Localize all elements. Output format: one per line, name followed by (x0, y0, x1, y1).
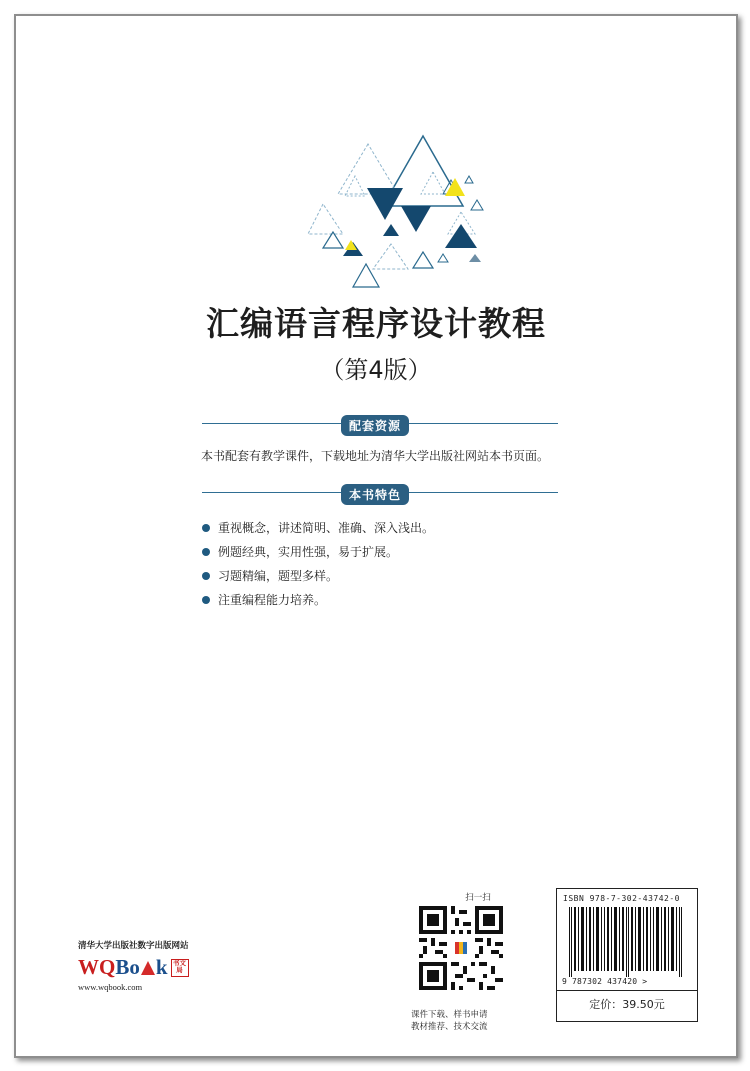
feature-item: 例题经典，实用性强，易于扩展。 (202, 540, 434, 564)
qr-caption: 课件下载、样书申请 教材推荐、技术交流 (411, 1010, 488, 1032)
resources-label: 配套资源 (341, 415, 409, 436)
isbn-barcode (556, 888, 698, 1022)
bullet-icon (202, 524, 210, 532)
publisher-block (78, 939, 208, 992)
resources-text: 本书配套有教学课件，下载地址为清华大学出版社网站本书页面。 (201, 449, 550, 463)
features-label: 本书特色 (341, 484, 409, 505)
publisher-url[interactable]: www.wqbook.com (78, 982, 143, 992)
feature-item: 注重编程能力培养。 (202, 588, 434, 612)
barcode-icon (567, 907, 687, 977)
publisher-logo: WQ Bo k 书文局 (78, 955, 208, 980)
logo-stamp: 书文局 (171, 959, 189, 977)
publisher-name: 清华大学出版社数字出版网站 (78, 941, 189, 951)
price-divider (557, 990, 697, 991)
bullet-icon (202, 548, 210, 556)
logo-triangle-icon (141, 961, 155, 975)
book-price: 定价：39.50元 (589, 998, 665, 1011)
book-back-cover (14, 14, 738, 1058)
bullet-icon (202, 596, 210, 604)
qr-code-icon[interactable] (419, 906, 503, 990)
feature-item: 重视概念，讲述简明、准确、深入浅出。 (202, 516, 434, 540)
bullet-icon (202, 572, 210, 580)
book-title: 汇编语言程序设计教程 (206, 304, 546, 343)
book-edition: （第4版） (320, 356, 432, 384)
scan-label: 扫一扫 (465, 893, 491, 903)
triangle-decoration (293, 124, 493, 294)
feature-item: 习题精编，题型多样。 (202, 564, 434, 588)
features-list (202, 516, 434, 612)
isbn-number: ISBN 978-7-302-43742-0 (563, 894, 680, 903)
barcode-digits: 9 787302 437420 > (562, 977, 648, 986)
